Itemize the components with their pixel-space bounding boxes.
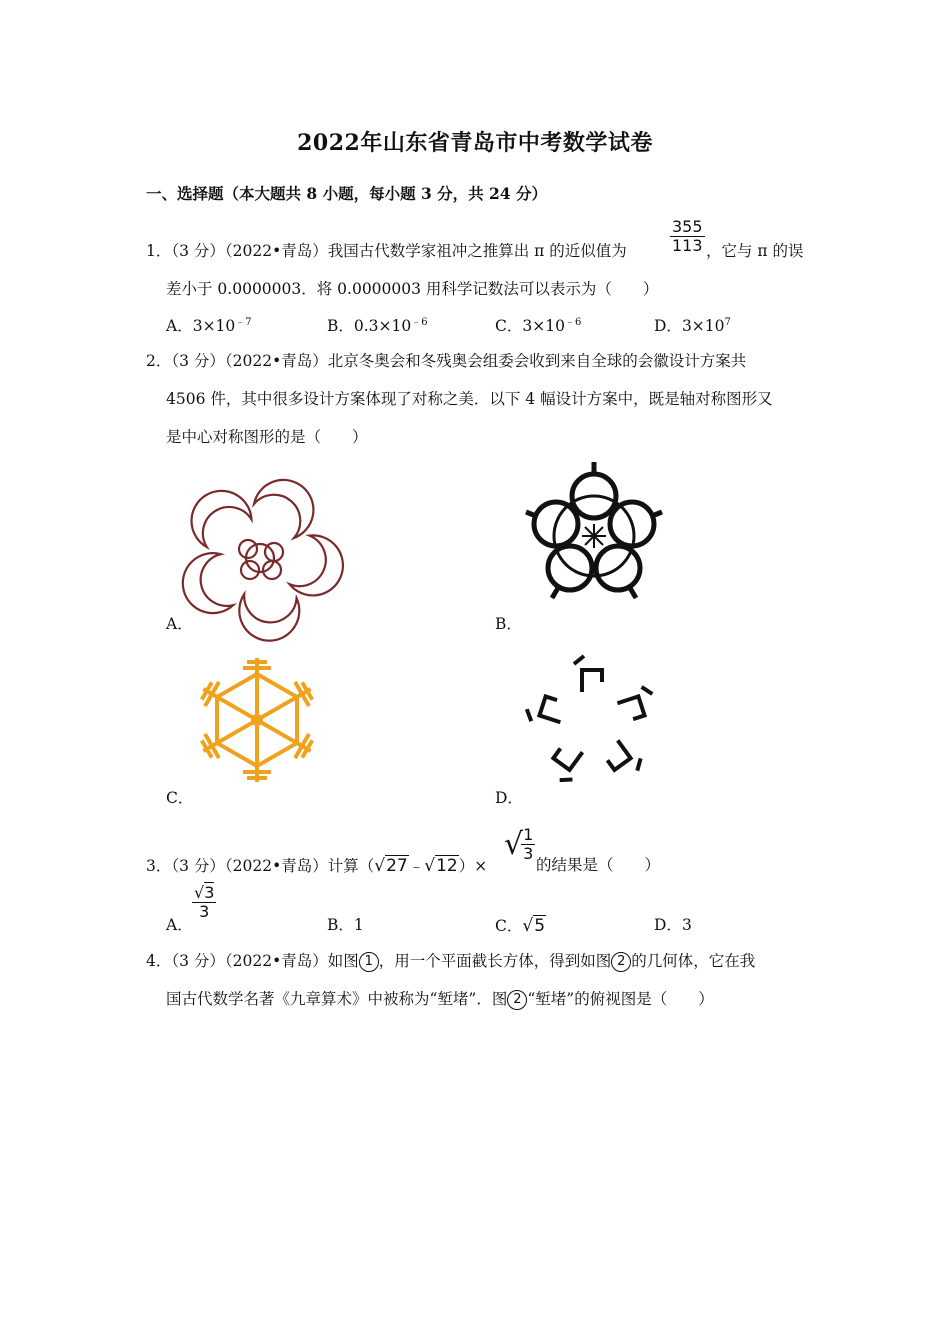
- emblem-b-figure: [524, 462, 664, 602]
- option-label: A．: [166, 317, 193, 336]
- question-text: ，用一个平面截长方体，得到如图: [378, 952, 612, 970]
- option-label: B．: [327, 916, 354, 934]
- option-label: C．: [495, 917, 523, 935]
- option-label: D．: [654, 916, 682, 934]
- emblem-d-figure: [522, 650, 662, 790]
- radicand: 27: [386, 856, 408, 876]
- exponent: ﹣6: [564, 317, 582, 328]
- question-text: （3 分）（2022•青岛）如图: [171, 952, 359, 970]
- question-text: “堑堵”的俯视图是（ ）: [527, 990, 714, 1008]
- q2-option-d-label: D．: [495, 789, 523, 807]
- question-2-line-1: [146, 354, 746, 370]
- fraction-numerator: 1: [523, 825, 534, 844]
- q3-option-a-fraction: [192, 884, 216, 922]
- question-text: 的几何体，它在我: [631, 952, 756, 970]
- q2-option-a-label: A．: [166, 615, 193, 633]
- question-3-line-1-end: 的结果是（ ）: [536, 856, 661, 874]
- radical-12: √12: [424, 856, 458, 876]
- times-sign: ）×: [458, 857, 488, 875]
- option-a: [166, 318, 252, 335]
- option-d: [654, 318, 731, 335]
- option-label: B．: [327, 317, 354, 336]
- question-number: 2．: [146, 352, 172, 370]
- radical-5: √5: [522, 916, 546, 936]
- question-4-line-1: [146, 952, 755, 972]
- circled-number-2: 2: [611, 952, 631, 972]
- question-2-line-3: 是中心对称图形的是（ ）: [166, 428, 368, 446]
- option-b: [327, 318, 428, 335]
- option-value: 3: [681, 916, 692, 934]
- fraction-denominator: 3: [199, 902, 210, 922]
- page-title: 2022年山东省青岛市中考数学试卷: [297, 130, 653, 156]
- question-number: 3．: [146, 857, 172, 875]
- question-1-line-2: 差小于 0.0000003．将 0.0000003 用科学记数法可以表示为（ ）: [166, 280, 659, 298]
- fraction-numerator: 355: [672, 217, 703, 236]
- exponent: ﹣6: [411, 317, 428, 328]
- question-number: 4．: [146, 952, 172, 970]
- question-number: 1．: [146, 242, 172, 260]
- emblem-c-figure: [192, 656, 322, 786]
- fraction-355-113: [670, 218, 705, 256]
- section-heading: 一、选择题（本大题共 8 小题，每小题 3 分，共 24 分）: [146, 184, 548, 203]
- question-1-line-1-end: ，它与 π 的误: [706, 242, 804, 260]
- q3-option-c: [495, 918, 546, 935]
- question-text: （3 分）（2022•青岛）计算（: [171, 857, 375, 875]
- question-2-line-2: 4506 件，其中很多设计方案体现了对称之美．以下 4 幅设计方案中，既是轴对称图形又: [166, 390, 773, 408]
- radicand: 5: [534, 916, 546, 936]
- question-3-line-1: [146, 858, 487, 875]
- question-text: 国古代数学名著《九章算术》中被称为“堑堵”．图: [166, 990, 508, 1008]
- minus-sign: ﹣: [408, 857, 425, 875]
- option-value: 3×10: [681, 317, 725, 336]
- q3-option-a-label: A．: [166, 916, 193, 934]
- option-c: [495, 318, 581, 335]
- radicand: 3: [204, 883, 215, 902]
- emblem-a-figure: [190, 496, 330, 616]
- radical-one-third: √ $\frac{1}{3}$: [504, 825, 534, 864]
- exponent: ﹣7: [235, 317, 252, 328]
- option-label: C．: [495, 317, 523, 336]
- fraction-denominator: 113: [672, 236, 703, 256]
- question-text: （3 分）（2022•青岛）我国古代数学家祖冲之推算出 π 的近似值为: [171, 242, 627, 260]
- q3-option-b: [327, 918, 364, 934]
- option-value: 3×10: [192, 317, 236, 336]
- question-4-line-2: [166, 990, 714, 1010]
- circled-number-2: 2: [507, 990, 527, 1010]
- option-value: 1: [353, 916, 364, 934]
- q2-option-b-label: B．: [495, 615, 522, 633]
- radical-27: √27: [374, 856, 408, 876]
- q2-option-c-label: C．: [166, 789, 194, 807]
- option-value: 3×10: [522, 317, 565, 336]
- fraction-numerator: √3: [194, 883, 215, 902]
- question-text: （3 分）（2022•青岛）北京冬奥会和冬残奥会组委会收到来自全球的会徽设计方案共: [171, 352, 747, 370]
- q3-option-d: [654, 918, 692, 934]
- question-1-line-1: [146, 244, 627, 260]
- fraction-denominator: 3: [523, 844, 534, 864]
- circled-number-1: 1: [359, 952, 379, 972]
- radicand: 12: [436, 856, 458, 876]
- option-value: 0.3×10: [353, 317, 412, 336]
- option-label: D．: [654, 317, 682, 336]
- exponent: 7: [724, 317, 731, 328]
